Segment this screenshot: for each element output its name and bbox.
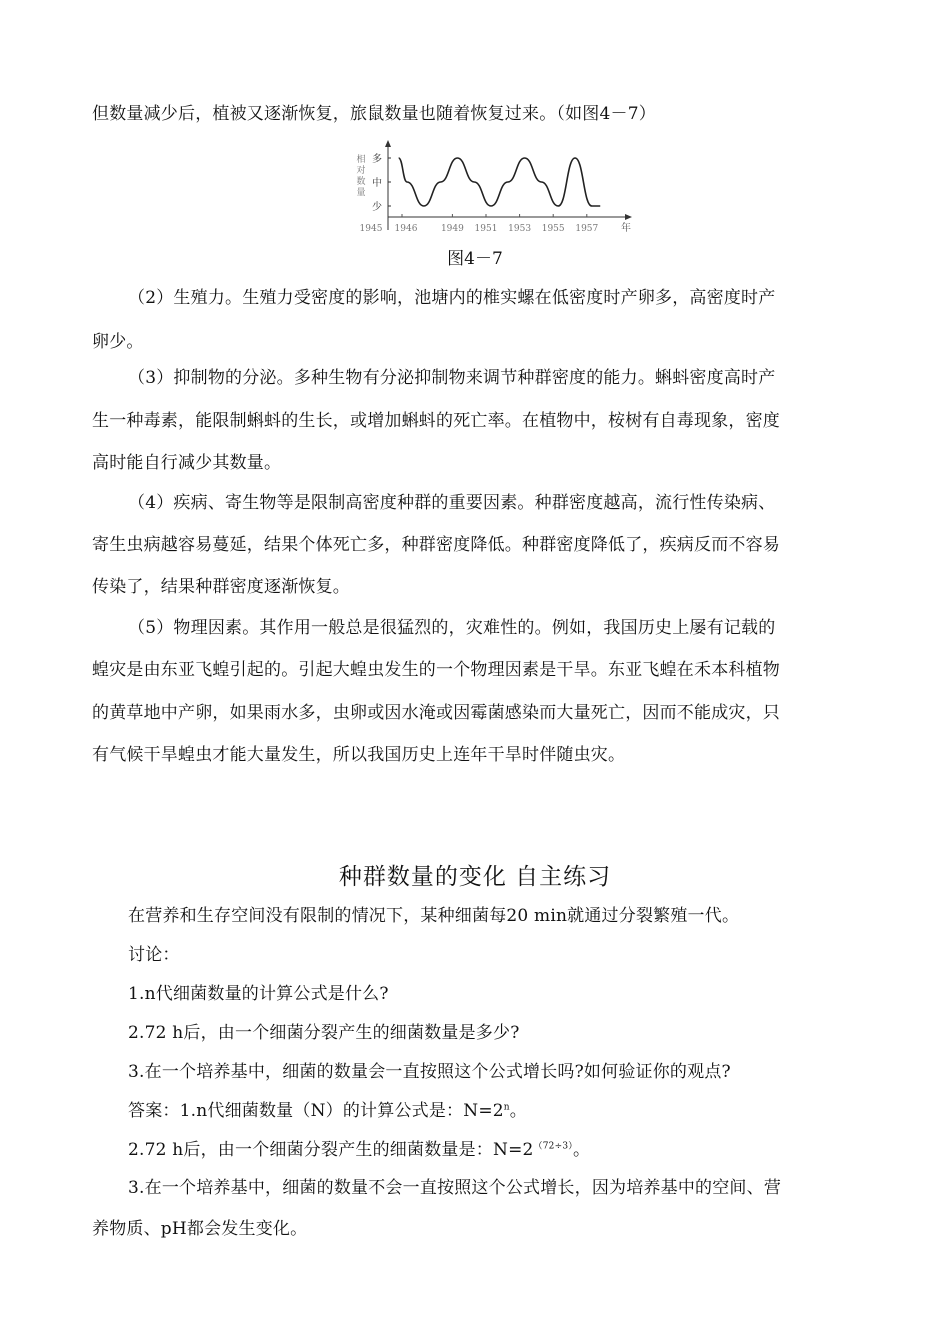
question-2: 2.72 h后，由一个细菌分裂产生的细菌数量是多少? [128, 1023, 520, 1043]
paragraph-5-line-3: 的黄草地中产卵，如果雨水多，虫卵或因水淹或因霉菌感染而大量死亡，因而不能成灾，只 [92, 703, 780, 723]
x-tick-label: 1945 [359, 224, 383, 234]
answer-1-text: 答案：1.n代细菌数量（N）的计算公式是：N=2 [128, 1101, 504, 1121]
figure-caption: 图4－7 [447, 249, 503, 269]
top-paragraph-line: 但数量减少后，植被又逐渐恢复，旅鼠数量也随着恢复过来。（如图4－7） [92, 104, 656, 124]
paragraph-5-line-4: 有气候干旱蝗虫才能大量发生，所以我国历史上连年干旱时伴随虫灾。 [92, 745, 626, 765]
y-axis-arrow [385, 140, 391, 147]
exercise-intro: 在营养和生存空间没有限制的情况下，某种细菌每20 min就通过分裂繁殖一代。 [128, 906, 740, 926]
paragraph-4-line-2: 寄生虫病越容易蔓延，结果个体死亡多，种群密度降低。种群密度降低了，疾病反而不容易 [92, 535, 780, 555]
paragraph-3-line-3: 高时能自行减少其数量。 [92, 453, 282, 473]
x-tick-label: 1946 [394, 224, 418, 234]
answer-2-text: 2.72 h后，由一个细菌分裂产生的细菌数量是：N=2 [128, 1140, 534, 1160]
paragraph-2-line-2: 卵少。 [92, 332, 144, 352]
paragraph-5-line-2: 蝗灾是由东亚飞蝗引起的。引起大蝗虫发生的一个物理因素是干旱。东亚飞蝗在禾本科植物 [92, 660, 780, 680]
paragraph-3-line-1: （3）抑制物的分泌。多种生物有分泌抑制物来调节种群密度的能力。蝌蚪密度高时产 [128, 368, 776, 388]
x-tick-label: 1953 [508, 224, 532, 234]
y-axis-label-char: 相 [356, 155, 366, 165]
question-1: 1.n代细菌数量的计算公式是什么? [128, 984, 389, 1004]
population-chart [355, 140, 635, 236]
x-tick-label: 1957 [575, 224, 599, 234]
answer-1-end: 。 [509, 1101, 527, 1121]
paragraph-2-line-1: （2）生殖力。生殖力受密度的影响，池塘内的椎实螺在低密度时产卵多，高密度时产 [128, 288, 776, 308]
y-tick-label: 少 [372, 202, 382, 213]
x-tick-label: 1951 [474, 224, 498, 234]
answer-2-exponent: （72÷3） [533, 1141, 573, 1152]
discussion-label: 讨论： [128, 945, 180, 965]
answer-3-line-2: 养物质、pH都会发生变化。 [92, 1219, 308, 1239]
x-tick-label: 1955 [541, 224, 565, 234]
y-axis-label [356, 153, 365, 198]
y-tick-label: 多 [372, 154, 382, 165]
answer-1 [128, 1100, 527, 1122]
answer-1-exponent: n [503, 1102, 510, 1113]
y-tick-label: 中 [372, 178, 382, 189]
x-axis-unit: 年 [621, 223, 631, 234]
paragraph-4-line-3: 传染了，结果种群密度逐渐恢复。 [92, 577, 350, 597]
x-tick-label: 1949 [440, 224, 464, 234]
section-title: 种群数量的变化 自主练习 [338, 864, 612, 890]
paragraph-3-line-2: 生一种毒素，能限制蝌蚪的生长，或增加蝌蚪的死亡率。在植物中，桉树有自毒现象，密度 [92, 411, 780, 431]
question-3: 3.在一个培养基中，细菌的数量会一直按照这个公式增长吗?如何验证你的观点? [128, 1062, 731, 1082]
y-axis-label-char: 数 [356, 177, 366, 187]
y-axis-label-char: 量 [356, 188, 366, 198]
y-axis-label-char: 对 [356, 166, 366, 176]
answer-2-end: 。 [572, 1140, 591, 1160]
x-axis-arrow [625, 214, 632, 220]
paragraph-5-line-1: （5）物理因素。其作用一般总是很猛烈的，灾难性的。例如，我国历史上屡有记载的 [128, 618, 776, 638]
answer-3-line-1: 3.在一个培养基中，细菌的数量不会一直按照这个公式增长，因为培养基中的空间、营 [128, 1178, 782, 1198]
series-line [399, 158, 601, 206]
answer-2 [128, 1139, 590, 1161]
paragraph-4-line-1: （4）疾病、寄生物等是限制高密度种群的重要因素。种群密度越高，流行性传染病、 [128, 493, 776, 513]
